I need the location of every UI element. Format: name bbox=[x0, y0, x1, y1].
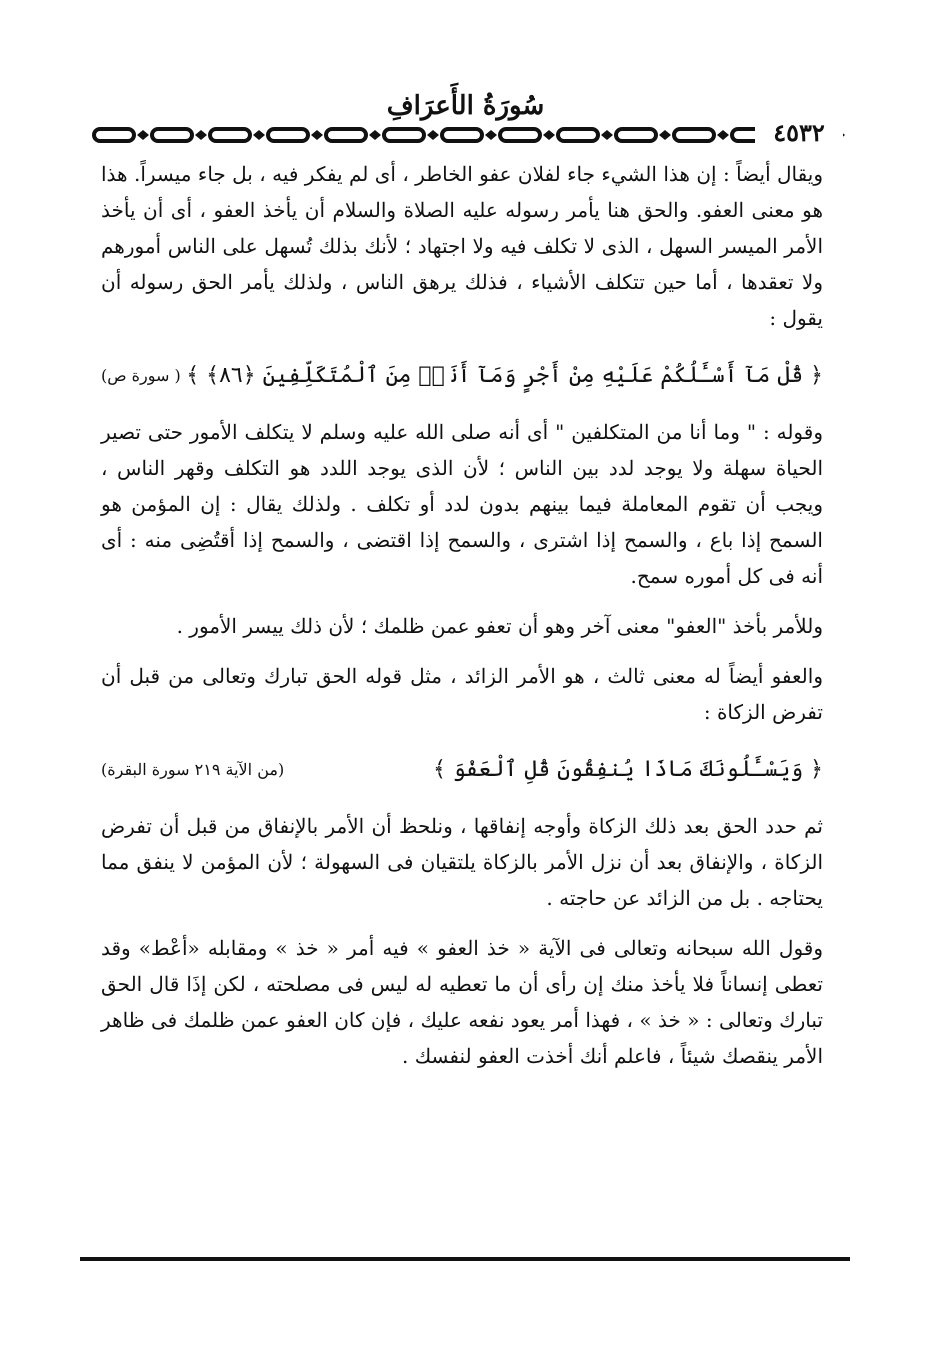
chain-diamond bbox=[601, 130, 613, 140]
chain-link bbox=[558, 129, 598, 141]
quran-verse-1 bbox=[101, 350, 823, 402]
paragraph-3: وللأمر بأخذ "العفو" معنى آخر وهو أن تعفو عمن ظلمك ؛ لأن ذلك ييسر الأمور . bbox=[176, 614, 823, 638]
verse-1-text: ﴿ قُلْ مَآ أَسْـَٔلُكُمْ عَلَيْهِ مِنْ أَجْرٍ وَمَآ أَنَا۠ مِنَ ٱلْمُتَكَلِّفِينَ ﴿٨٦﴾ ﴾ bbox=[186, 363, 823, 388]
bottom-rule bbox=[80, 1257, 850, 1261]
chain-link bbox=[442, 129, 482, 141]
chain-diamond bbox=[543, 130, 555, 140]
surah-title: سُورَةُ الأَعرَافِ bbox=[386, 91, 545, 121]
chain-diamond bbox=[137, 130, 149, 140]
verse-2-text: ﴿ وَيَسْـَٔلُونَكَ مَاذَا يُنفِقُونَ قُلِ ٱلْعَفْوَ ﴾ bbox=[432, 757, 823, 782]
page-body bbox=[101, 156, 823, 1088]
chain-link bbox=[500, 129, 540, 141]
chain-diamond bbox=[195, 130, 207, 140]
decorative-chain-border bbox=[90, 124, 850, 146]
page-number: ٤٥٣٢ bbox=[755, 118, 843, 148]
chain-link bbox=[94, 129, 134, 141]
chain-link bbox=[210, 129, 250, 141]
chain-link bbox=[384, 129, 424, 141]
chain-link bbox=[326, 129, 366, 141]
paragraph-6: وقول الله سبحانه وتعالى فى الآية « خذ العفو » فيه أمر « خذ » ومقابله «أعْط» وقد تعطى إنساناً فلا يأخذ منك إن رأى أن ما تعطيه له ليس فى مصلحته ، لكن إذَا قال الحق تبارك وتعالى : « خذ » ، فهذا أمر يعود نفعه عليك ، فإن كان العفو عمن ظلمك فى ظاهر الأمر ينقصك شيئاً ، فاعلم أنك أخذت العفو لنفسك . bbox=[101, 936, 823, 1068]
chain-diamond bbox=[253, 130, 265, 140]
quran-verse-2 bbox=[101, 744, 823, 796]
chain-link bbox=[152, 129, 192, 141]
chain-diamond bbox=[369, 130, 381, 140]
paragraph-2: وقوله : " وما أنا من المتكلفين " أى أنه صلى الله عليه وسلم لا يتكلف الأمور حتى تصير الحياة سهلة ولا يوجد لدد بين الناس ؛ لأن الذى يوجد اللدد هو التكلف وقهر الناس ، ويجب أن تقوم المعاملة فيما بينهم بدون لدد أو تكلف . ولذلك يقال : إن المؤمن هو السمح إذا باع ، والسمح إذا اشترى ، والسمح إذا اقتضى ، والسمح إذا أقتُضِى منه : أى أنه فى كل أموره سمح. bbox=[101, 420, 823, 588]
paragraph-5: ثم حدد الحق بعد ذلك الزكاة وأوجه إنفاقها ، ونلحظ أن الأمر بالإنفاق من قبل أن تفرض الزكاة ، والإنفاق بعد أن نزل الأمر بالزكاة يلتقيان فى السهولة ؛ لأن المؤمن لا ينفق مما يحتاجه . بل من الزائد عن حاجته . bbox=[101, 814, 823, 910]
chain-diamond bbox=[717, 130, 729, 140]
paragraph-1: ويقال أيضاً : إن هذا الشيء جاء لفلان عفو الخاطر ، أى لم يفكر فيه ، بل جاء ميسراً. هذا هو معنى العفو. والحق هنا يأمر رسوله عليه الصلاة والسلام أن يأخذ العفو ، أى أن يأخذ الأمر الميسر السهل ، الذى لا تكلف فيه ولا اجتهاد ؛ لأنك بذلك تُسهل على الناس أمورهم ولا تعقدها ، أما حين تتكلف الأشياء ، فذلك يرهق الناس ، ولذلك يأمر الحق رسوله أن يقول : bbox=[101, 162, 823, 330]
verse-2-reference: (من الآية ٢١٩ سورة البقرة) bbox=[101, 760, 285, 779]
chain-link bbox=[616, 129, 656, 141]
chain-diamond bbox=[311, 130, 323, 140]
chain-link bbox=[674, 129, 714, 141]
paragraph-4: والعفو أيضاً له معنى ثالث ، هو الأمر الزائد ، مثل قوله الحق تبارك وتعالى من قبل أن تفرض الزكاة : bbox=[101, 664, 823, 724]
chain-diamond bbox=[485, 130, 497, 140]
chain-link bbox=[268, 129, 308, 141]
chain-diamond bbox=[659, 130, 671, 140]
chain-diamond bbox=[427, 130, 439, 140]
verse-1-reference: ( سورة ص) bbox=[101, 366, 181, 385]
